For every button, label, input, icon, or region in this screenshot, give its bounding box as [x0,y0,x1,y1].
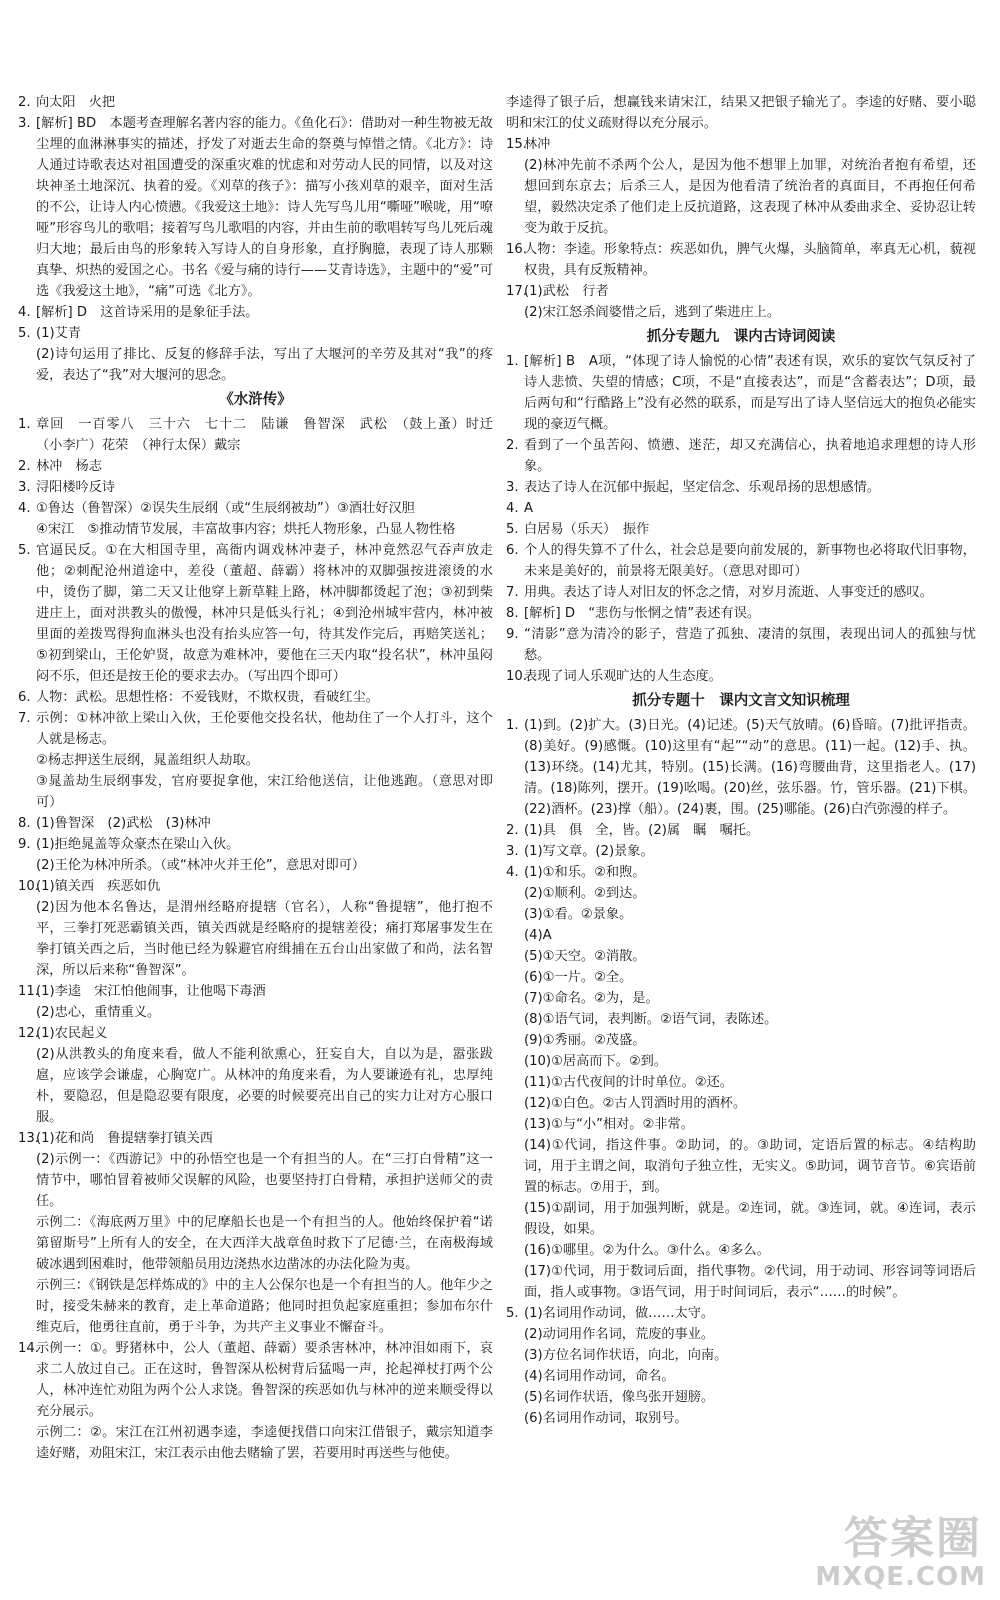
answer-text: 林冲 (2)林冲先前不杀两个公人，是因为他不想罪上加罪，对统治者抱有希望，还想回到东京去；后杀三人，是因为他看清了统治者的真面目，不再抱任何希望，毅然决定杀了他们走上反抗道路，这表现了林冲从委曲求全、妥协忍让转变为敢于反抗。 [524,137,976,236]
section-title: 抓分专题十 课内文言文知识梳理 [632,693,850,709]
answer-item [18,1023,493,1128]
answer-text: (1)农民起义 (2)从洪教头的角度来看，做人不能利欲熏心，狂妄自大，自以为是，嚣张跋扈，应该学会谦虚，心胸宽广。从林冲的角度来看，为人要谦逊有礼，忠厚纯朴，要隐忍，但是隐忍要有限度，必要的时候要亮出自己的实力让对方心服口服。 [36,1026,493,1125]
answer-number: 17. [506,284,527,299]
answer-item [18,1338,493,1464]
answer-number: 14. [18,1341,39,1356]
answer-text: (1)具 俱 全，皆。(2)属 瞩 嘱托。 [524,823,760,838]
answer-item [506,498,976,519]
answer-text: 向太阳 火把 [36,95,116,110]
answer-number: 7. [506,585,519,600]
answer-text: (1)李逵 宋江怕他闹事，让他喝下毒酒 (2)忠心，重情重义。 [36,984,266,1020]
answer-number: 9. [506,627,519,642]
answer-text: (1)武松 行者 (2)宋江怒杀阎婆惜之后，逃到了柴进庄上。 [524,284,781,320]
answer-item [18,876,493,981]
section-title: 抓分专题九 课内古诗词阅读 [646,329,836,345]
answer-text: 人物：武松。思想性格：不爱钱财，不欺权贵，看破红尘。 [36,690,379,705]
answer-text: 官逼民反。①在大相国寺里，高衙内调戏林冲妻子，林冲竟然忍气吞声放走他；②刺配沧州道途中，差役（董超、薛霸）将林冲的双脚强按进滚烫的水中，烫伤了脚，第二天又让他穿上新草鞋上路，林冲脚都烫起了泡；③初到柴进庄上，面对洪教头的傲慢，林冲只是低头行礼；④到沧州城牢营内，林冲被里面的差拨骂得狗血淋头也没有抬头应答一句，待其发作完后，再赔笑送礼；⑤初到梁山，王伦妒贤，故意为难林冲，要他在三天内取“投名状”，林冲虽闷闷不乐，但还是按王伦的要求去办。（写出四个即可） [36,543,493,684]
answer-number: 16. [506,242,527,257]
answer-number: 5. [18,543,31,558]
answer-text: 浔阳楼吟反诗 [36,480,116,495]
answer-text: (1)艾青 (2)诗句运用了排比、反复的修辞手法，写出了大堰河的辛劳及其对“我”的疼爱，表达了“我”对大堰河的思念。 [36,326,493,383]
answer-item [506,582,976,603]
answer-number: 9. [18,837,31,852]
answer-item [18,92,493,113]
answer-number: 2. [18,95,31,110]
answer-text: 用典。表达了诗人对旧友的怀念之情，对岁月流逝、人事变迁的感叹。 [524,585,933,600]
answer-item [18,113,493,302]
answer-item [18,687,493,708]
answer-number: 15. [506,137,527,152]
answer-item [506,666,976,687]
answer-text: (1)名词用作动词，做……太守。 (2)动词用作名词，荒废的事业。 (3)方位名词作状语，向北，向南。 (4)名词用作动词，命名。 (5)名词作状语，像鸟张开翅膀。 (6)名词用作动词，取别号。 [524,1306,728,1426]
answer-text: ①鲁达（鲁智深）②误失生辰纲（或“生辰纲被劫”）③酒壮好汉胆 ④宋江 ⑤推动情节发展，丰富故事内容；烘托人物形象，凸显人物性格 [36,501,456,537]
answer-text: 看到了一个虽苦闷、愤懑、迷茫，却又充满信心，执着地追求理想的诗人形象。 [524,438,976,474]
answer-item [18,414,507,456]
right-column [506,92,976,1429]
answer-number: 2. [506,823,519,838]
answer-item [18,477,493,498]
answer-item [18,498,493,540]
answer-item [506,477,976,498]
answer-number: 3. [506,480,519,495]
answer-text: [解析] D “悲伤与怅惘之情”表述有误。 [524,606,761,621]
watermark-logo-text: 答案圈 [844,1513,982,1564]
answer-number: 3. [18,116,31,131]
answer-number: 1. [18,417,31,432]
answer-number: 5. [506,522,519,537]
answer-number: 10. [18,879,39,894]
site-watermark [806,1502,986,1592]
answer-item [506,1303,976,1429]
left-column [18,92,507,1464]
watermark-url: MXQE.COM [815,1562,986,1592]
answer-item [506,841,976,862]
answer-number: 4. [18,501,31,516]
answer-item [18,1128,493,1338]
answer-item [18,813,493,834]
answer-item [506,603,976,624]
answer-item [18,456,493,477]
answer-item [18,834,493,876]
answer-text: 李逵得了银子后，想赢钱来请宋江，结果又把银子输光了。李逵的好赌、要小聪明和宋江的仗义疏财得以充分展示。 [506,95,976,131]
answer-text: 白居易（乐天） 振作 [524,522,650,537]
answer-text: (1)拒绝晁盖等众豪杰在梁山入伙。 (2)王伦为林冲所杀。（或“林冲火并王伦”，意思对即可） [36,837,366,873]
answer-text: 示例：①林冲欲上梁山入伙，王伦要他交投名状，他劫住了一个人打斗，这个人就是杨志。 ②杨志押送生辰纲，晁盖组织人劫取。 ③晁盖劫生辰纲事发，官府要捉拿他，宋江给他送信，让他逃跑。（意思对即可） [36,711,493,810]
answer-text: 表现了词人乐观旷达的人生态度。 [524,669,722,684]
answer-item [506,519,976,540]
answer-number: 5. [18,326,31,341]
answer-number: 6. [506,543,519,558]
answer-number: 11. [18,984,39,999]
answer-text: (1)写文章。(2)景象。 [524,844,654,859]
answer-number: 2. [18,459,31,474]
answer-text: 人物：李逵。形象特点：疾恶如仇，脾气火爆，头脑简单，率真无心机，藐视权贵，具有反叛精神。 [524,242,976,278]
answer-text: A [524,501,534,516]
answer-item [506,540,976,582]
answer-item [506,239,976,281]
answer-item [506,624,976,666]
answer-number: 4. [506,865,519,880]
answer-number: 4. [506,501,519,516]
answer-text: 示例一：①。野猪林中，公人（董超、薛霸）要杀害林冲，林冲泪如雨下，哀求二人放过自己。正在这时，鲁智深从松树背后猛喝一声，抡起禅杖打两个公人，林冲连忙劝阻为两个公人求饶。鲁智深的疾恶如仇与林冲的逆来顺受得以充分展示。 示例二：②。宋江在江州初遇李逵，李逵便找借口向宋江借银子，戴宗知道李逵好赌，劝阻宋江，宋江表示由他去赌输了罢，若要用时再送些与他使。 [36,1341,493,1461]
answer-number: 8. [506,606,519,621]
answer-text: “清影”意为清冷的影子，营造了孤独、凄清的氛围，表现出词人的孤独与忧愁。 [524,627,976,663]
answer-text: 表达了诗人在沉郁中振起，坚定信念、乐观昂扬的思想感情。 [524,480,881,495]
answer-item [506,435,976,477]
answer-number: 4. [18,305,31,320]
answer-text: 林冲 杨志 [36,459,102,474]
answer-number: 3. [18,480,31,495]
answer-number: 12. [18,1026,39,1041]
answer-item [506,134,976,239]
answer-text: (1)到。(2)扩大。(3)日光。(4)记述。(5)天气放晴。(6)昏暗。(7)批评指责。(8)美好。(9)感慨。(10)这里有“起”“动”的意思。(11)一起。(12)手、执。(13)环绕。(14)尤其，特别。(15)长满。(16)弯腰曲背，这里指老人。(17)清。(18)陈列，摆开。(19)吆喝。(20)丝，弦乐器。竹，管乐器。(21)下棋。(22)酒杯。(23)撑（船）。(24)裹，围。(25)哪能。(26)白汽弥漫的样子。 [524,718,976,817]
answer-item [18,981,493,1023]
answer-text: [解析] D 这首诗采用的是象征手法。 [36,305,259,320]
answer-number: 10. [506,669,527,684]
answer-text: [解析] BD 本题考查理解名著内容的能力。《鱼化石》：借助对一种生物被无故尘埋的血淋淋事实的描述，抒发了对逝去生命的祭奠与悼惜之情。《北方》：诗人通过诗歌表达对祖国遭受的深重灾难的忧虑和对劳动人民的同情，以及对这块神圣土地深沉、执着的爱。《刈草的孩子》：描写小孩刈草的艰辛，面对生活的不公，让诗人内心愤懑。《我爱这土地》：诗人先写鸟儿用“嘶哑”喉咙，用“嘹哑”形容鸟儿的歌唱；接着写鸟儿歌唱的内容，并由生前的歌唱转写鸟儿死后魂归大地；最后由鸟的形象转入写诗人的自身形象，直抒胸臆，表现了诗人那颗真挚、炽热的爱国之心。书名《爱与痛的诗行——艾青诗选》，主题中的“爱”可选《我爱这土地》，“痛”可选《北方》。 [36,116,493,299]
answer-number: 5. [506,1306,519,1321]
answer-text: (1)①和乐。②和煦。 (2)①顺利。②到达。 (3)①看。②景象。 (4)A (5)①天空。②消散。 (6)①一片。②全。 (7)①命名。②为，是。 (8)①语气词，表判断。②语气词，表陈述。 (9)①秀丽。②茂盛。 (10)①居高而下。②到。 (11)①古代夜间的计时单位。②还。 (12)①白色。②古人罚酒时用的酒杯。 (13)①与“小”相对。②非常。 (14)①代词，指这件事。②助词，的。③助词，定语后置的标志。④结构助词，用于主谓之间，取消句子独立性，无实义。⑤助词，调节音节。⑥宾语前置的标志。⑦用于，到。 (15)①副词，用于加强判断，就是。②连词，就。③连词，就。④连词，表示假设，如果。 (16)①哪里。②为什么。③什么。④多么。 (17)①代词，用于数词后面，指代事物。②代词，用于动词、形容词等词语后面，指人或事物。③语气词，用于时间词后，表示“……的时候”。 [524,865,976,1300]
answer-text: [解析] B A项，“体现了诗人愉悦的心情”表述有误，欢乐的宴饮气氛反衬了诗人悲愤、失望的情感；C项，不是“直接表达”，而是“含蓄表达”；D项，最后两句和“行酷路上”没有必然的联系，而是写出了诗人坚信远大的抱负必能实现的豪迈气概。 [524,354,976,432]
answer-item [506,715,976,820]
answer-item [18,302,493,323]
answer-number: 2. [506,438,519,453]
answer-text: (1)花和尚 鲁提辖拳打镇关西 (2)示例一：《西游记》中的孙悟空也是一个有担当的人。在“三打白骨精”这一情节中，哪怕冒着被师父误解的风险，也要坚持打白骨精，承担护送师父的责任。 示例二：《海底两万里》中的尼摩船长也是一个有担当的人。他始终保护着“诺第留斯号”上所有人的安全，在大西洋大战章鱼时救下了尼德·兰，在南极海域破冰遇到困难时，他带领船员用边浇热水边凿冰的办法化险为夷。 示例三：《钢铁是怎样炼成的》中的主人公保尔也是一个有担当的人。他年少之时，接受朱赫来的教育，走上革命道路；他同时担负起家庭重担；参加布尔什维克后，他勇往直前，勇于斗争，为共产主义事业不懈奋斗。 [36,1131,493,1335]
answer-text: 个人的得失算不了什么，社会总是要向前发展的，新事物也必将取代旧事物，未来是美好的，前景将无限美好。（意思对即可） [524,543,976,579]
answer-text: (1)鲁智深 (2)武松 (3)林冲 [36,816,211,831]
answer-number: 3. [506,844,519,859]
answer-item [506,820,976,841]
answer-text: 章回 一百零八 三十六 七十二 陆谦 鲁智深 武松 （鼓上蚤）时迁 （小李广）花荣 （神行太保）戴宗 [36,417,507,453]
section-title: 《水浒传》 [219,392,292,408]
answer-number: 8. [18,816,31,831]
answer-number: 13. [18,1131,39,1146]
answer-item [506,281,976,323]
answer-item [18,540,493,687]
answer-number: 1. [506,718,519,733]
answer-text: (1)镇关西 疾恶如仇 (2)因为他本名鲁达，是渭州经略府提辖（官名），人称“鲁提辖”，他打抱不平，三拳打死恶霸镇关西，镇关西就是经略府的提辖差役；痛打郑屠事发生在拳打镇关西之后，当时他已经为躲避官府缉捕在五台山出家做了和尚，法名智深，所以后来称“鲁智深”。 [36,879,493,978]
answer-number: 7. [18,711,31,726]
answer-item [506,862,976,1303]
answer-number: 6. [18,690,31,705]
answer-item [18,323,493,386]
answer-item [506,92,976,134]
answer-item [18,708,493,813]
answer-item [506,351,976,435]
answer-number: 1. [506,354,519,369]
